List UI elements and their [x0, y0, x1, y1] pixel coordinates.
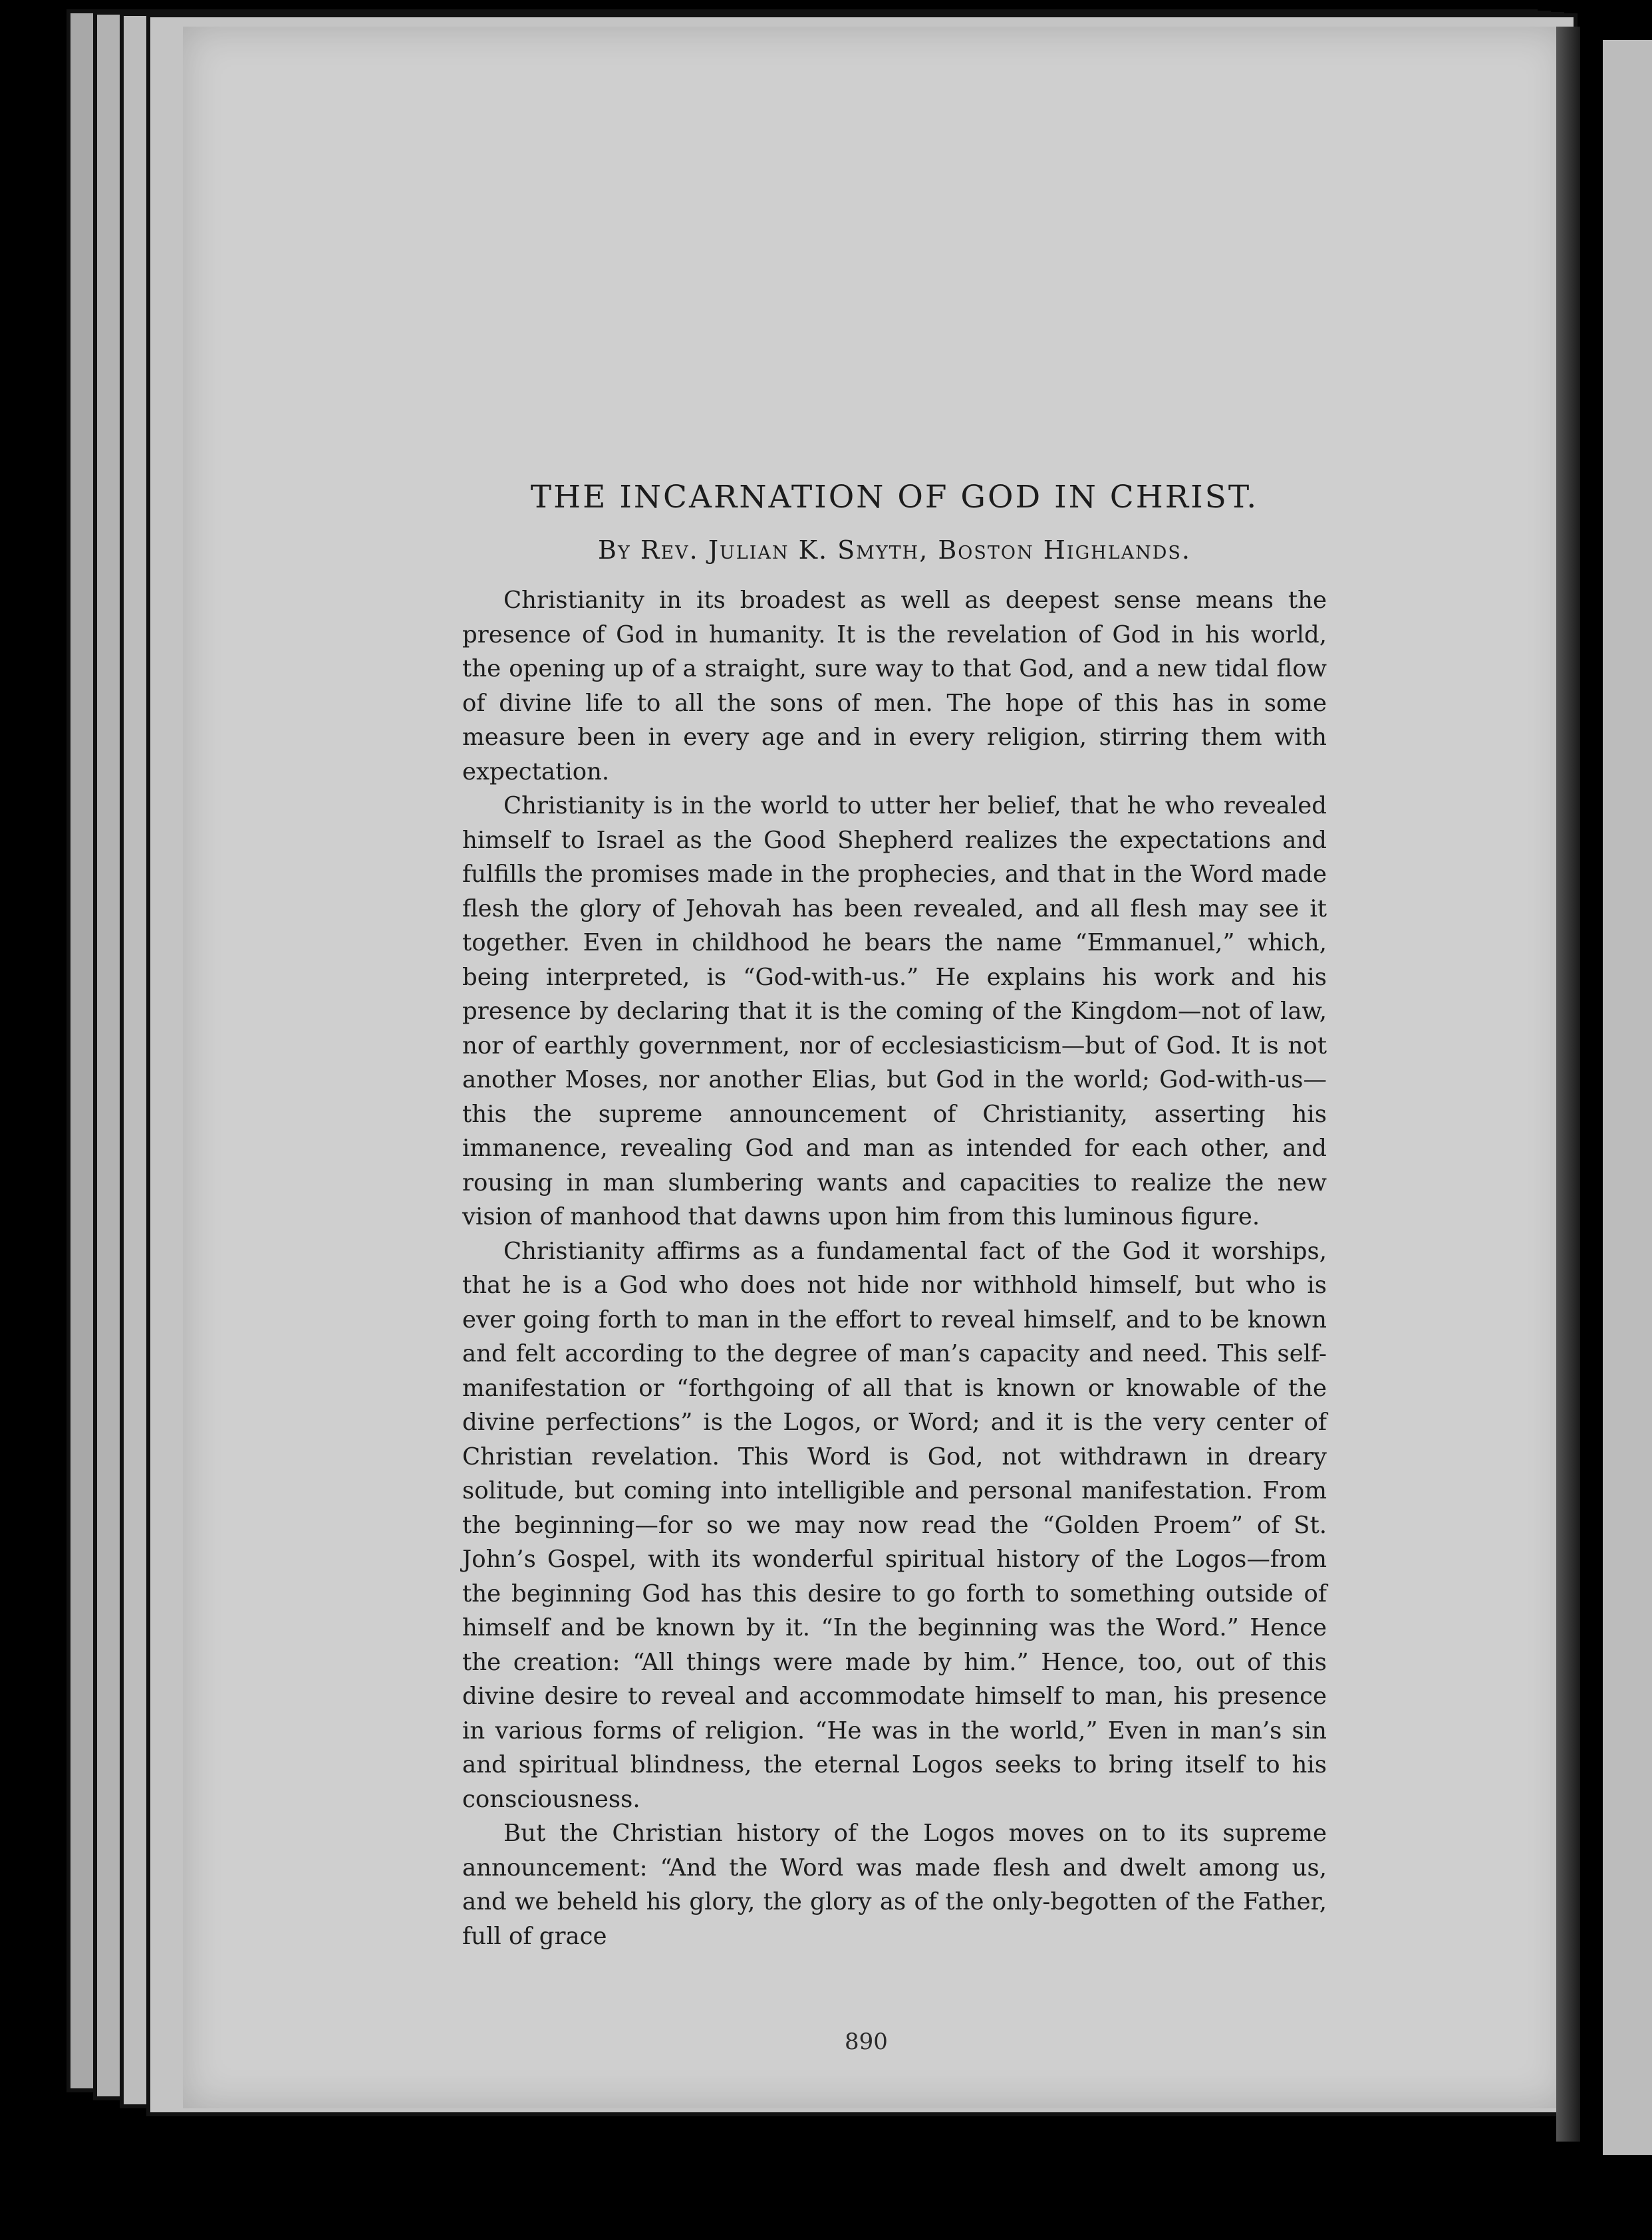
book-gutter — [1556, 27, 1580, 2142]
paragraph-4: But the Christian history of the Logos moves on to its supreme announcement: “And the Word was made flesh and dwelt among us, and we beheld his glory, the glory as of the only-begotten of the Father, full of grace — [462, 1820, 1327, 1950]
facing-page-edge — [1603, 40, 1652, 2155]
paragraph-1: Christianity in its broadest as well as deepest sense means the presence of God in humanity. It is the revelation of God in his world, the opening up of a straight, sure way to that God, and a new tidal flow of divine life to all the sons of men. The hope of this has in some measure been in every age and in every religion, stirring them with expectation. — [462, 587, 1327, 785]
article-byline: By Rev. Julian K. Smyth, Boston Highlands. — [598, 535, 1191, 565]
article-body — [462, 479, 1327, 1953]
paragraph-3: Christianity affirms as a fundamental fact of the God it worships, that he is a God who does not hide nor withhold himself, but who is ever going forth to man in the effort to reveal himself, and to be known and felt according to the degree of man’s capacity and need. This self-manifestation or “forthgoing of all that is known or knowable of the divine perfections” is the Logos, or Word; and it is the very center of Christian revelation. This Word is God, not withdrawn in dreary solitude, but coming into intelligible and personal manifestation. From the beginning—for so we may now read the “Golden Proem” of St. John’s Gospel, with its wonderful spiritual history of the Logos—from the beginning God has this desire to go forth to something outside of himself and be known by it. “In the beginning was the Word.” Hence the creation: “All things were made by him.” Hence, too, out of this divine desire to reveal and accommodate himself to man, his presence in various forms of religion. “He was in the world,” Even in man’s sin and spiritual blindness, the eternal Logos seeks to bring itself to his consciousness. — [462, 1237, 1327, 1813]
article-title: THE INCARNATION OF GOD IN CHRIST. — [530, 479, 1259, 515]
paragraph-2: Christianity is in the world to utter her belief, that he who revealed himself to Israel as the Good Shepherd realizes the expectations and fulfills the promises made in the prophecies, and that in the Word made flesh the glory of Jehovah has been revealed, and all flesh may see it together. Even in childhood he bears the name “Emmanuel,” which, being interpreted, is “God-with-us.” He explains his work and his presence by declaring that it is the coming of the Kingdom—not of law, nor of earthly government, nor of ecclesiasticism—but of God. It is not another Moses, nor another Elias, but God in the world; God-with-us—this the supreme announcement of Christianity, asserting his immanence, revealing God and man as intended for each other, and rousing in man slumbering wants and capacities to realize the new vision of manhood that dawns upon him from this luminous figure. — [462, 792, 1327, 1230]
page-number: 890 — [845, 2029, 888, 2055]
